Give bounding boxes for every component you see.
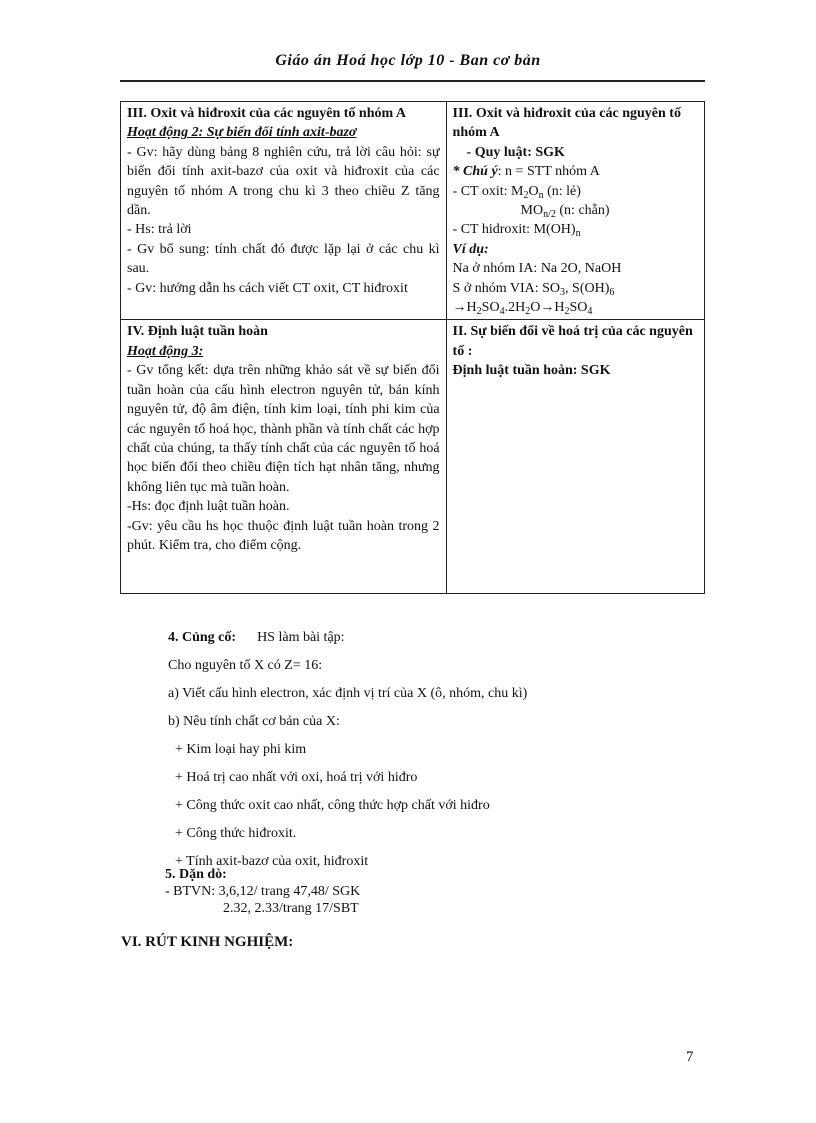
paragraph: -Hs: đọc định luật tuần hoàn. — [127, 499, 290, 515]
exercise-line: + Hoá trị cao nhất với oxi, hoá trị với hiđro — [168, 770, 418, 785]
experience-heading: VI. RÚT KINH NGHIỆM: — [121, 934, 294, 950]
law-line: Định luật tuần hoàn: SGK — [452, 363, 611, 379]
exercise-line: Cho nguyên tố X có Z= 16: — [168, 658, 323, 673]
table-row — [121, 102, 705, 320]
consolidation-section — [168, 624, 527, 876]
exercise-line: + Kim loại hay phi kim — [168, 742, 307, 757]
section-heading: III. Oxit và hiđroxit của các nguyên tố nhóm A — [452, 106, 681, 141]
example-line: Na ở nhóm IA: Na 2O, NaOH — [452, 261, 622, 277]
rule-line: - Quy luật: SGK — [466, 144, 565, 160]
example-label: Ví dụ: — [452, 241, 489, 257]
page-header: Giáo án Hoá học lớp 10 - Ban cơ bản — [275, 52, 541, 69]
paragraph: - Gv bổ sung: tính chất đó được lặp lại ở các chu kì sau. — [127, 241, 440, 277]
page-number: 7 — [686, 1049, 694, 1065]
ct-hidroxit-line: - CT hidroxit: $M(OH)_n$ — [452, 222, 581, 240]
exercise-line: b) Nêu tính chất cơ bản của X: — [168, 714, 340, 729]
row2-left-cell — [121, 320, 447, 594]
paragraph: - Hs: trả lời — [127, 222, 192, 238]
lesson-table — [120, 101, 705, 594]
section-heading: III. Oxit và hiđroxit của các nguyên tố nhóm A — [127, 106, 406, 121]
activity-title: Hoạt động 2: Sự biến đổi tính axit-bazơ — [127, 125, 357, 141]
section-heading: II. Sự biến đổi về hoá trị của các nguyên tố : — [452, 324, 693, 359]
section-heading: IV. Định luật tuần hoàn — [127, 324, 268, 340]
consolidation-heading: 4. Củng cố: HS làm bài tập: — [168, 630, 345, 645]
exercise-line: + Công thức hiđroxit. — [168, 826, 297, 841]
paragraph: - Gv tổng kết: dựa trên những khảo sát về sự biến đổi tuần hoàn của cấu hình electron nguyên tử, bán kính nguyên tử, độ âm điện, tính kim loại, tính phi kim của các nguyên tố hoá học, thành phần và tính chất các hợp chất của chúng, ta thấy tính chất của các nguyên tố hoá học biến đổi theo chiều điện tích hạt nhân tăng, nhưng không liên tục mà tuần hoàn. — [127, 363, 440, 495]
ct-oxit-line: - CT oxit: $M_2O_n$ (n: lẻ) — [452, 183, 581, 201]
mo-line: $MO_{n/2}$ (n: chẵn) — [520, 203, 610, 221]
header-rule — [120, 80, 705, 82]
arrow-icon: → — [540, 300, 555, 316]
table-row — [121, 320, 705, 594]
arrow-icon: → — [452, 300, 467, 316]
homework-heading: 5. Dặn dò: — [165, 867, 227, 882]
row1-left-cell — [121, 102, 447, 320]
homework-line: 2.32, 2.33/trang 17/SBT — [223, 901, 359, 916]
example-line: S ở nhóm VIA: $SO_3$, $S(OH)_6$ — [452, 280, 615, 298]
paragraph: -Gv: yêu cầu hs học thuộc định luật tuần hoàn trong 2 phút. Kiểm tra, cho điểm cộng. — [127, 518, 440, 553]
activity-title: Hoạt động 3: — [127, 343, 204, 359]
paragraph: - Gv: hướng dẫn hs cách viết CT oxit, CT hiđroxit — [127, 280, 408, 296]
homework-section — [165, 866, 360, 917]
reaction-chain: $\to H_2SO_4.2H_2O\to H_2SO_4$ — [452, 300, 593, 318]
exercise-line: + Tính axit-bazơ của oxit, hiđroxit — [168, 854, 369, 869]
paragraph: - Gv: hãy dùng bảng 8 nghiên cứu, trả lời câu hỏi: sự biến đổi tính axit-bazơ của oxit và hiđroxit của các nguyên tố nhóm A trong chu kì 3 theo chiều Z tăng dần. — [127, 144, 440, 219]
row2-right-cell — [446, 320, 704, 594]
homework-line: - BTVN: 3,6,12/ trang 47,48/ SGK — [165, 884, 361, 899]
row1-right-cell — [446, 102, 704, 320]
exercise-line: a) Viết cấu hình electron, xác định vị trí của X (ô, nhóm, chu kì) — [168, 686, 528, 701]
note-line: * Chú ý: n = STT nhóm A — [452, 164, 600, 180]
exercise-line: + Công thức oxit cao nhất, công thức hợp chất với hiđro — [168, 798, 490, 813]
